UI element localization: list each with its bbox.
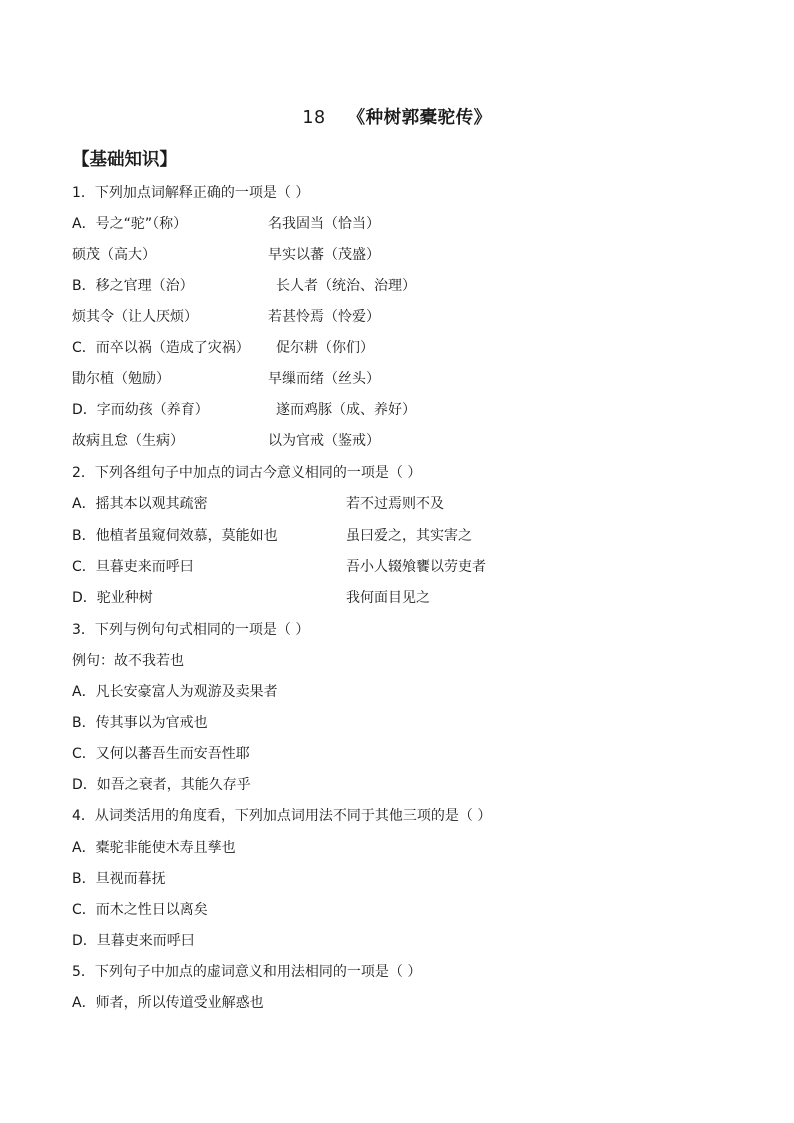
line-text: D．字而幼孩（养育） [72, 402, 209, 418]
line-text: D．如吾之衰者，其能久存乎 [72, 777, 251, 793]
question-line [72, 775, 251, 795]
line-text: B．旦视而暮抚 [72, 871, 166, 887]
line-text: A．号之“驼”（称） [72, 216, 188, 232]
line-text: C．而木之性日以离矣 [72, 902, 208, 918]
question-line [72, 276, 416, 296]
question-line [72, 494, 444, 514]
line-text: 例句：故不我若也 [72, 653, 184, 669]
line-text-column2: 促尔耕（你们） [276, 340, 374, 356]
question-line [72, 838, 236, 858]
question-line [72, 183, 309, 203]
section-heading: 【基础知识】 [72, 150, 177, 170]
question-line [72, 245, 380, 265]
line-text: C．又何以蕃吾生而安吾性耶 [72, 746, 250, 762]
line-text-column2: 以为官戒（鉴戒） [268, 433, 380, 449]
line-text-column2: 虽曰爱之，其实害之 [346, 528, 472, 544]
line-text: B．移之官理（治） [72, 278, 194, 294]
line-text: 勖尔植（勉励） [72, 371, 170, 387]
document-title [0, 104, 794, 129]
question-line [72, 400, 416, 420]
question-line [72, 431, 380, 451]
line-text: 1．下列加点词解释正确的一项是（ ） [72, 185, 310, 201]
line-text-column2: 早实以蕃（茂盛） [268, 247, 380, 263]
question-line [72, 993, 264, 1013]
question-line [72, 900, 208, 920]
line-text: 烦其令（让人厌烦） [72, 309, 198, 325]
question-line [72, 744, 250, 764]
line-text: A．师者，所以传道受业解惑也 [72, 995, 264, 1011]
line-text: A．凡长安豪富人为观游及卖果者 [72, 684, 278, 700]
line-text-column2: 若甚怜焉（怜爱） [268, 309, 380, 325]
line-text-column2: 名我固当（恰当） [268, 216, 380, 232]
line-text-column2: 遂而鸡豚（成、养好） [276, 402, 416, 418]
question-line [72, 338, 374, 358]
line-text: A．摇其本以观其疏密 [72, 496, 208, 512]
line-text: C．旦暮吏来而呼曰 [72, 559, 194, 575]
line-text: 3．下列与例句句式相同的一项是（ ） [72, 622, 310, 638]
question-line [72, 931, 195, 951]
question-line [72, 806, 491, 826]
line-text: 故病且怠（生病） [72, 433, 184, 449]
line-text-column2: 吾小人辍飧饔以劳吏者 [346, 559, 486, 575]
lesson-title: 《种树郭橐驼传》 [347, 108, 492, 128]
line-text: 5．下列句子中加点的虚词意义和用法相同的一项是（ ） [72, 964, 422, 980]
line-text: B．传其事以为官戒也 [72, 715, 208, 731]
question-line [72, 869, 166, 889]
line-text: B．他植者虽窥伺效慕，莫能如也 [72, 528, 278, 544]
question-line [72, 651, 184, 671]
question-line [72, 463, 421, 483]
question-line [72, 214, 380, 234]
question-line [72, 526, 472, 546]
line-text-column2: 我何面目见之 [346, 590, 430, 606]
line-text: A．橐驼非能使木寿且孳也 [72, 840, 236, 856]
question-line [72, 557, 486, 577]
question-line [72, 620, 309, 640]
line-text: 4．从词类活用的角度看，下列加点词用法不同于其他三项的是（ ） [72, 808, 492, 824]
question-line [72, 588, 430, 608]
line-text: 硕茂（高大） [72, 247, 156, 263]
question-line [72, 713, 208, 733]
question-line [72, 369, 380, 389]
question-line [72, 962, 421, 982]
lesson-number: 18 [302, 108, 326, 128]
line-text: D．旦暮吏来而呼曰 [72, 933, 195, 949]
line-text: D．驼业种树 [72, 590, 153, 606]
question-line [72, 682, 278, 702]
question-line [72, 307, 380, 327]
line-text: C．而卒以祸（造成了灾祸） [72, 340, 250, 356]
line-text: 2．下列各组句子中加点的词古今意义相同的一项是（ ） [72, 465, 422, 481]
line-text-column2: 早缫而绪（丝头） [268, 371, 380, 387]
line-text-column2: 若不过焉则不及 [346, 496, 444, 512]
line-text-column2: 长人者（统治、治理） [276, 278, 416, 294]
